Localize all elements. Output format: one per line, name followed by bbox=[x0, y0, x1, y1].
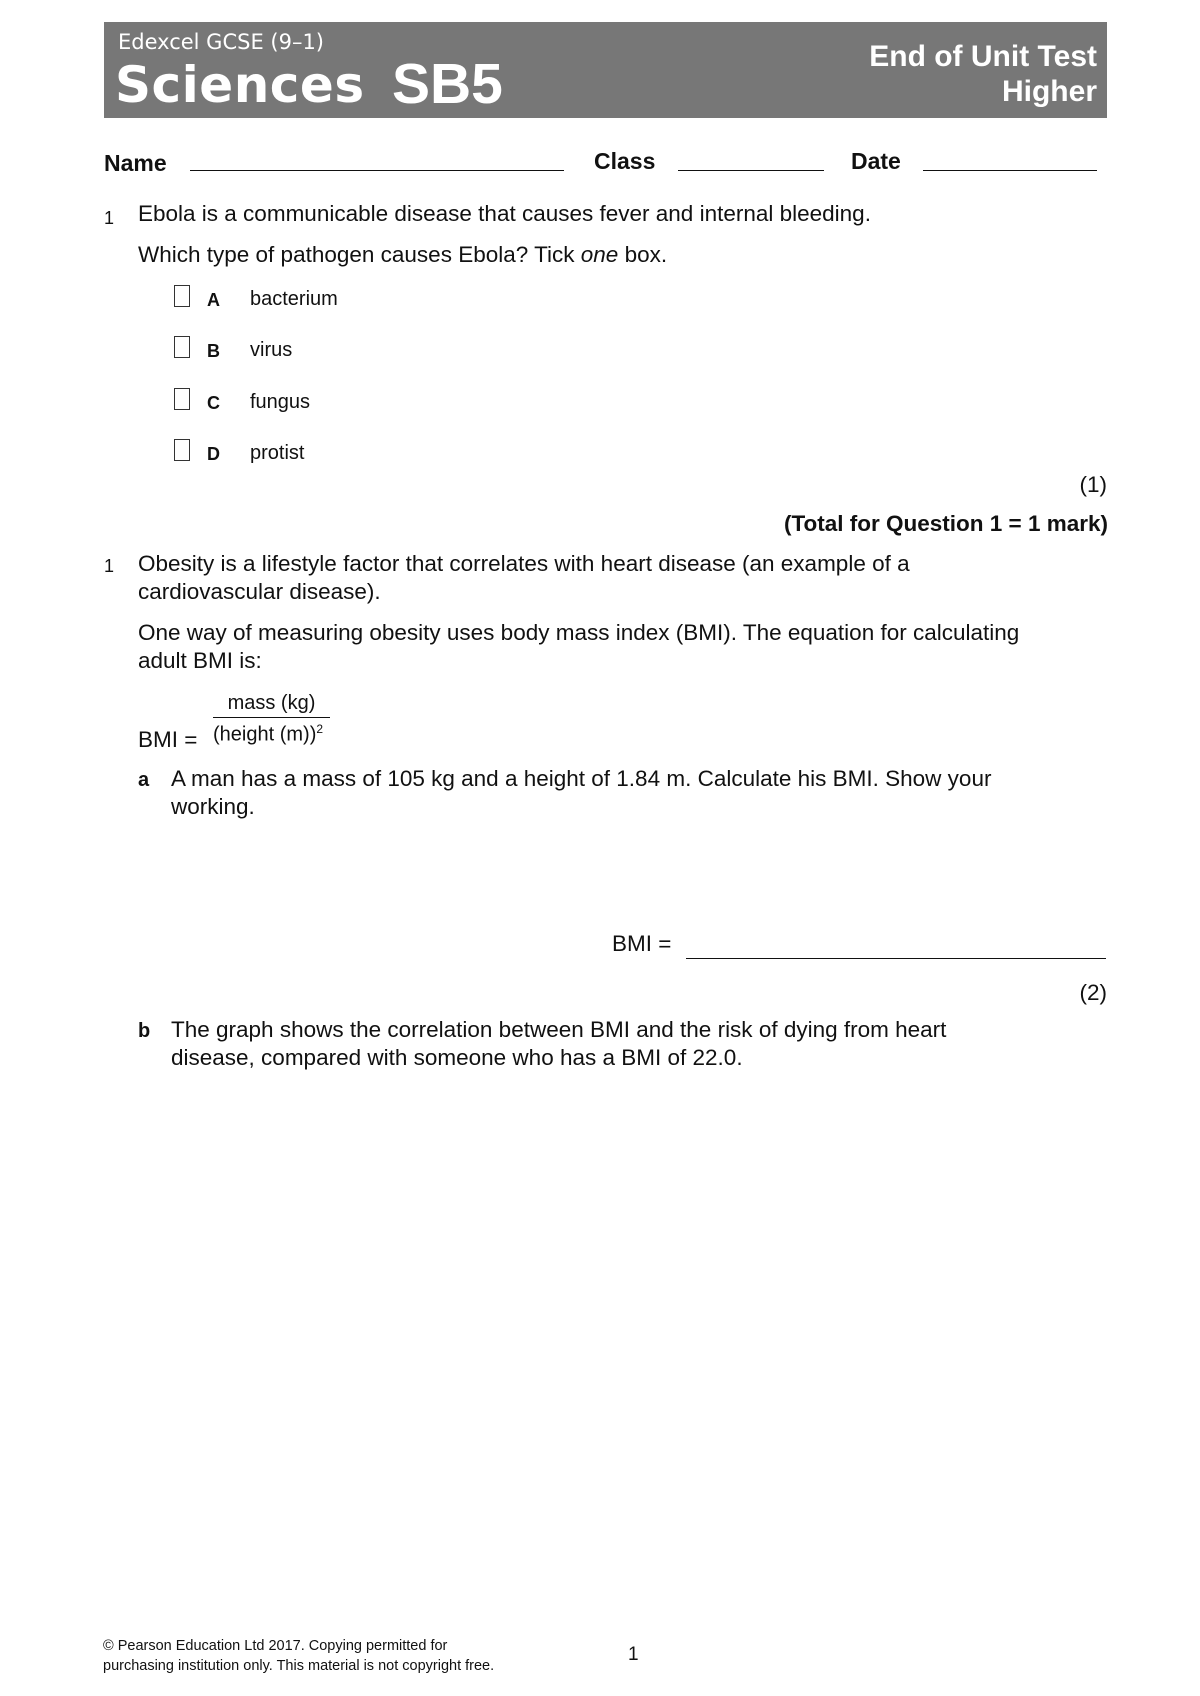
part-b-label: b bbox=[138, 1020, 151, 1042]
bmi-answer-field[interactable] bbox=[686, 958, 1106, 959]
question-1-number: 1 bbox=[104, 208, 115, 228]
formula-denominator: (height (m))$^2$ bbox=[213, 722, 324, 746]
date-label: Date bbox=[851, 148, 901, 174]
part-a-label: a bbox=[138, 769, 150, 791]
test-level: Higher bbox=[1001, 75, 1097, 108]
question-1-total: (Total for Question 1 = 1 mark) bbox=[783, 511, 1108, 536]
class-label: Class bbox=[594, 148, 656, 174]
bmi-description-line-2: adult BMI is: bbox=[138, 648, 262, 673]
part-a-line-2: working. bbox=[171, 794, 255, 819]
option-c-text: fungus bbox=[250, 391, 311, 413]
option-a-text: bacterium bbox=[250, 288, 338, 310]
formula-lhs: BMI = bbox=[138, 727, 198, 752]
class-field[interactable] bbox=[678, 170, 824, 171]
option-d-text: protist bbox=[250, 442, 305, 464]
bmi-description-line-1: One way of measuring obesity uses body mass index (BMI). The equation for calculating bbox=[138, 620, 1020, 645]
part-a-line-1: A man has a mass of 105 kg and a height of 1.84 m. Calculate his BMI. Show your bbox=[171, 766, 992, 791]
header-banner bbox=[104, 22, 1107, 118]
date-field[interactable] bbox=[923, 170, 1097, 171]
option-b-text: virus bbox=[250, 339, 293, 361]
question-2-number: 1 bbox=[104, 556, 115, 576]
unit-code: SB5 bbox=[392, 52, 503, 116]
copyright-line-2: purchasing institution only. This material is not copyright free. bbox=[103, 1658, 495, 1674]
question-2-intro-line-2: cardiovascular disease). bbox=[138, 579, 381, 604]
option-c-checkbox[interactable] bbox=[174, 388, 190, 410]
option-a-letter: A bbox=[207, 290, 220, 310]
option-d-checkbox[interactable] bbox=[174, 439, 190, 461]
question-2-intro-line-1: Obesity is a lifestyle factor that correlates with heart disease (an example of a bbox=[138, 551, 910, 576]
copyright-line-1: © Pearson Education Ltd 2017. Copying permitted for bbox=[103, 1638, 448, 1654]
option-b-letter: B bbox=[207, 341, 220, 361]
name-label: Name bbox=[104, 150, 167, 176]
test-title: End of Unit Test bbox=[869, 40, 1097, 73]
formula-numerator: mass (kg) bbox=[213, 692, 330, 718]
option-b-checkbox[interactable] bbox=[174, 336, 190, 358]
part-b-line-2: disease, compared with someone who has a BMI of 22.0. bbox=[171, 1045, 743, 1070]
copyright-notice bbox=[103, 1636, 494, 1676]
series-title: Edexcel GCSE (9–1) bbox=[118, 30, 325, 54]
name-field[interactable] bbox=[190, 170, 564, 171]
answer-label: BMI = bbox=[612, 931, 672, 956]
part-b-line-1: The graph shows the correlation between BMI and the risk of dying from heart bbox=[171, 1017, 947, 1042]
subject-title: Sciences bbox=[115, 56, 365, 114]
option-d-letter: D bbox=[207, 444, 220, 464]
page-number: 1 bbox=[628, 1644, 639, 1665]
question-1-prompt: Which type of pathogen causes Ebola? Tick one box. bbox=[138, 242, 668, 267]
part-a-marks: (2) bbox=[1079, 980, 1107, 1005]
question-1-intro: Ebola is a communicable disease that causes fever and internal bleeding. bbox=[138, 201, 871, 226]
option-a-checkbox[interactable] bbox=[174, 285, 190, 307]
option-c-letter: C bbox=[207, 393, 220, 413]
question-1-marks: (1) bbox=[1079, 472, 1107, 497]
